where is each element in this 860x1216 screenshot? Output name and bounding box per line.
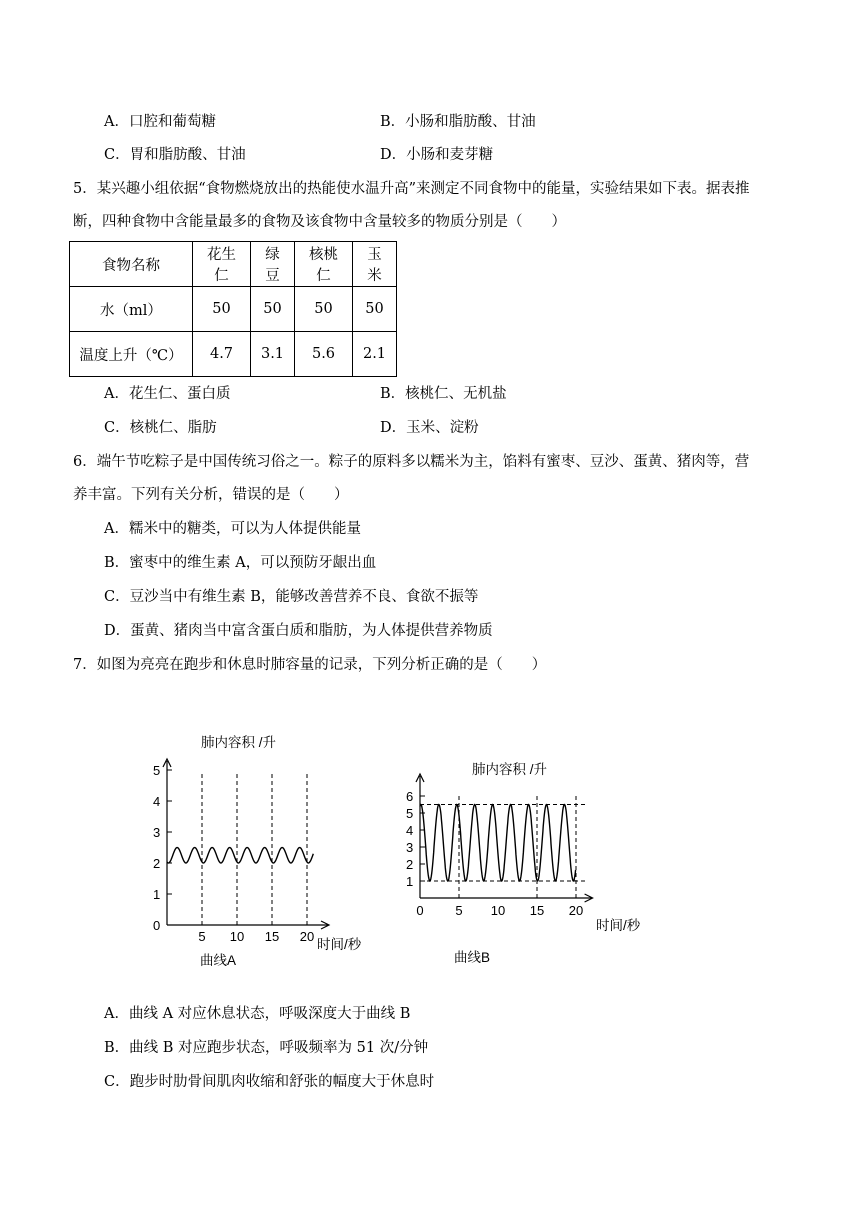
q4-option-a: A．口腔和葡萄糖	[104, 114, 216, 130]
x-tick-label: 15	[529, 903, 545, 918]
q6-stem-line2: 养丰富。下列有关分析，错误的是（ ）	[73, 487, 349, 503]
table-header-row	[70, 242, 397, 287]
y-axis-label: 肺内容积 /升	[201, 735, 277, 750]
table-cell: 核桃仁	[295, 242, 353, 287]
x-axis-label: 时间/秒	[596, 918, 641, 933]
food-energy-table	[69, 241, 397, 377]
x-tick-label: 10	[229, 929, 245, 944]
q7-stem: 7．如图为亮亮在跑步和休息时肺容量的记录，下列分析正确的是（ ）	[73, 657, 547, 673]
y-tick-label: 2	[406, 857, 414, 872]
q5-option-b: B．核桃仁、无机盐	[380, 386, 507, 402]
table-cell: 2.1	[353, 332, 397, 377]
table-cell: 食物名称	[70, 242, 193, 287]
q7-option-a: A．曲线 A 对应休息状态，呼吸深度大于曲线 B	[104, 1006, 411, 1022]
table-cell: 5.6	[295, 332, 353, 377]
x-tick-label: 5	[455, 903, 463, 918]
q4-option-d: D．小肠和麦芽糖	[380, 147, 494, 163]
chart-caption: 曲线B	[454, 950, 491, 965]
q7-option-c: C．跑步时肋骨间肌肉收缩和舒张的幅度大于休息时	[104, 1074, 435, 1090]
table-cell: 4.7	[193, 332, 251, 377]
table-row	[70, 332, 397, 377]
x-tick-label: 0	[416, 903, 424, 918]
y-tick-label: 6	[406, 789, 414, 804]
y-tick-label: 4	[406, 823, 414, 838]
chart-caption: 曲线A	[200, 953, 237, 968]
q4-option-b: B．小肠和脂肪酸、甘油	[380, 114, 536, 130]
y-tick-label: 2	[153, 856, 161, 871]
table-cell: 绿豆	[251, 242, 295, 287]
table-cell: 水（ml）	[70, 287, 193, 332]
q5-option-a: A．花生仁、蛋白质	[104, 386, 231, 402]
q5-option-c: C．核桃仁、脂肪	[104, 420, 217, 436]
x-tick-label: 20	[568, 903, 584, 918]
y-tick-label: 5	[153, 763, 161, 778]
table-cell: 3.1	[251, 332, 295, 377]
table-cell: 50	[353, 287, 397, 332]
x-axis-label: 时间/秒	[317, 937, 362, 952]
lung-volume-chart-b	[400, 748, 670, 998]
table-cell: 玉米	[353, 242, 397, 287]
q5-option-d: D．玉米、淀粉	[380, 420, 479, 436]
table-row	[70, 287, 397, 332]
x-tick-label: 5	[198, 929, 206, 944]
q7-option-b: B．曲线 B 对应跑步状态，呼吸频率为 51 次/分钟	[104, 1040, 429, 1056]
lung-volume-chart-a	[145, 725, 375, 975]
x-tick-label: 15	[264, 929, 280, 944]
table-cell: 温度上升（℃）	[70, 332, 193, 377]
y-tick-label: 3	[406, 840, 414, 855]
y-axis-label: 肺内容积 /升	[472, 762, 548, 777]
q4-option-c: C．胃和脂肪酸、甘油	[104, 147, 246, 163]
y-tick-label: 5	[406, 806, 414, 821]
y-tick-label: 1	[153, 887, 161, 902]
series-line	[167, 848, 313, 863]
series-line	[420, 805, 576, 882]
x-tick-label: 20	[299, 929, 315, 944]
table-cell: 50	[193, 287, 251, 332]
y-tick-label: 0	[153, 918, 161, 933]
y-tick-label: 3	[153, 825, 161, 840]
q6-stem-line1: 6．端午节吃粽子是中国传统习俗之一。粽子的原料多以糯米为主，馅料有蜜枣、豆沙、蛋黄、猪肉等，营	[73, 454, 750, 470]
q5-stem-line2: 断，四种食物中含能量最多的食物及该食物中含量较多的物质分别是（ ）	[73, 214, 566, 230]
x-tick-label: 10	[490, 903, 506, 918]
q6-option-b: B．蜜枣中的维生素 A，可以预防牙龈出血	[104, 555, 377, 571]
table-cell: 花生仁	[193, 242, 251, 287]
q6-option-c: C．豆沙当中有维生素 B，能够改善营养不良、食欲不振等	[104, 589, 479, 605]
q5-stem-line1: 5．某兴趣小组依据“食物燃烧放出的热能使水温升高”来测定不同食物中的能量，实验结果如下表。据表推	[73, 181, 750, 197]
table-cell: 50	[251, 287, 295, 332]
y-tick-label: 4	[153, 794, 161, 809]
table-cell: 50	[295, 287, 353, 332]
q6-option-d: D．蛋黄、猪肉当中富含蛋白质和脂肪，为人体提供营养物质	[104, 623, 493, 639]
q6-option-a: A．糯米中的糖类，可以为人体提供能量	[104, 521, 361, 537]
y-tick-label: 1	[406, 874, 414, 889]
